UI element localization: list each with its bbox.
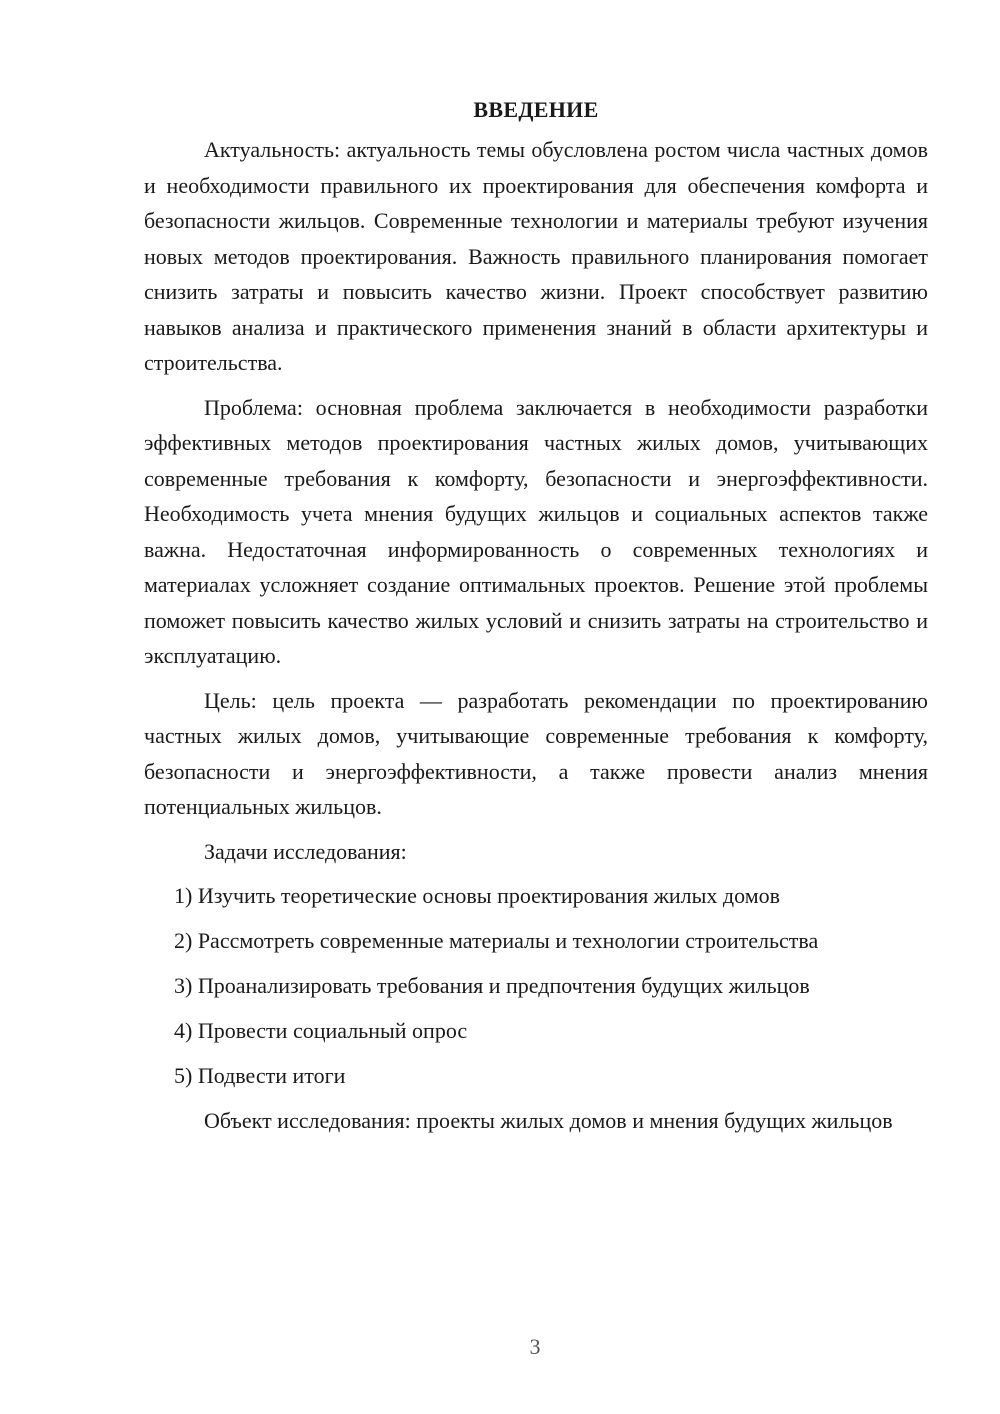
document-page	[144, 92, 928, 1148]
page-title: ВВЕДЕНИЕ	[473, 97, 599, 122]
tasks-heading: Задачи исследования:	[204, 838, 407, 864]
paragraph-problem: Проблема: основная проблема заключается в необходимости разработки эффективных методов проектирования частных жилых домов, учитывающих современные требования к комфорту, безопасности и энергоэффективности. Необходимость учета мнения будущих жильцов и социальных аспектов также важна. Недостаточная информированность о современных технологиях и материалах усложняет создание оптимальных проектов. Решение этой проблемы поможет повысить качество жилых условий и снизить затраты на строительство и эксплуатацию.	[144, 394, 928, 668]
paragraph-goal: Цель: цель проекта — разработать рекомендации по проектированию частных жилых домов, учитывающие современные требования к комфорту, безопасности и энергоэффективности, а также провести анализ мнения потенциальных жильцов.	[144, 687, 928, 819]
paragraph-object: Объект исследования: проекты жилых домов и мнения будущих жильцов	[204, 1108, 893, 1133]
list-item: 5) Подвести итоги	[174, 1063, 346, 1088]
list-item: 3) Проанализировать требования и предпочтения будущих жильцов	[174, 973, 810, 998]
list-item: 4) Провести социальный опрос	[174, 1018, 468, 1043]
page-number: 3	[529, 1334, 541, 1359]
list-item: 2) Рассмотреть современные материалы и технологии строительства	[174, 928, 819, 953]
paragraph-relevance: Актуальность: актуальность темы обусловлена ростом числа частных домов и необходимости правильного их проектирования для обеспечения комфорта и безопасности жильцов. Современные технологии и материалы требуют изучения новых методов проектирования. Важность правильного планирования помогает снизить затраты и повысить качество жизни. Проект способствует развитию навыков анализа и практического применения знаний в области архитектуры и строительства.	[144, 137, 928, 375]
list-item: 1) Изучить теоретические основы проектирования жилых домов	[174, 883, 781, 908]
task-list	[144, 878, 928, 1094]
